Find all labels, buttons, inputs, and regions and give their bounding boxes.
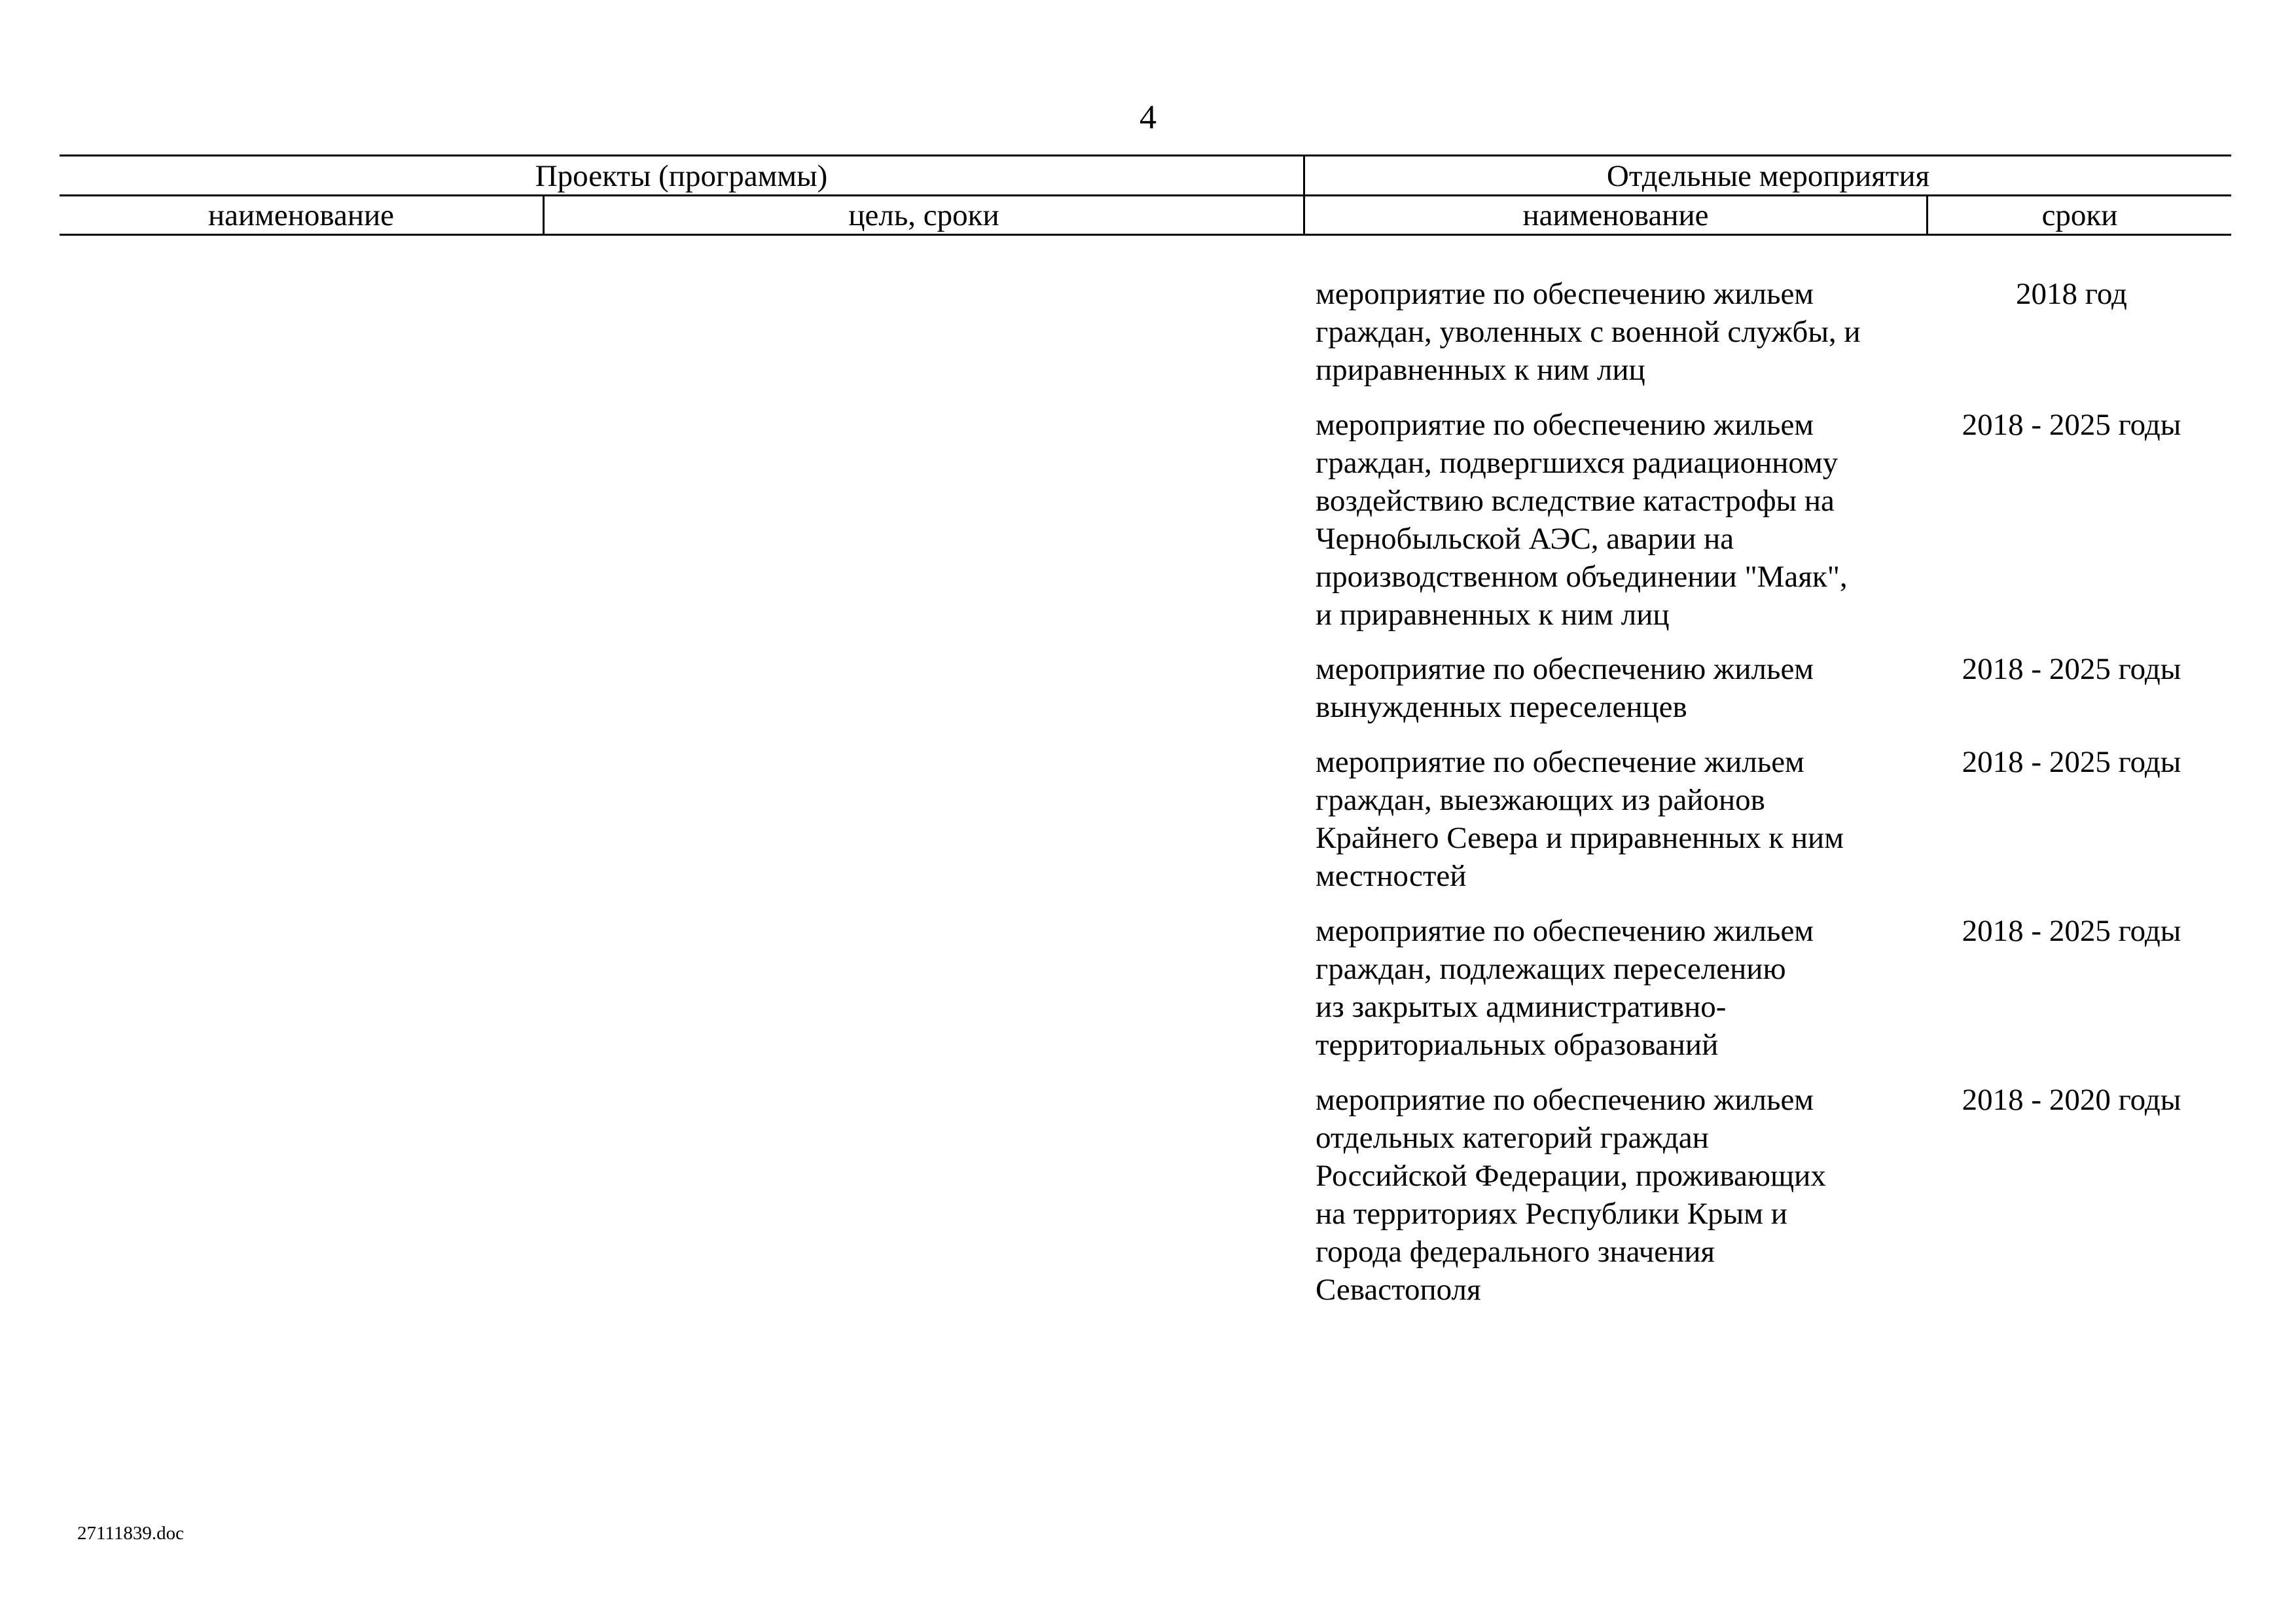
activity-terms: 2018 - 2025 годы [1962, 408, 2181, 442]
activity-name: мероприятие по обеспечению жильем вынужденных переселенцев [1316, 652, 1814, 724]
table-row [1316, 1081, 2232, 1309]
table-row [1316, 743, 2232, 895]
table-row [1316, 406, 2232, 634]
activity-name: мероприятие по обеспечение жильем граждан, выезжающих из районов Крайнего Севера и приравненных к ним местностей [1316, 745, 1844, 893]
header-goal-terms: цель, сроки [848, 198, 999, 232]
header-project-name: наименование [207, 198, 395, 232]
activity-name: мероприятие по обеспечению жильем отдельных категорий граждан Российской Федерации, проживающих на территориях Республики Крым и города федерального значения Севастополя [1316, 1083, 1826, 1307]
activity-name: мероприятие по обеспечению жильем граждан, уволенных с военной службы, и приравненных к ним лиц [1316, 277, 1861, 387]
activity-terms: 2018 - 2020 годы [1962, 1083, 2181, 1117]
header-activities-group: Отдельные мероприятия [1606, 159, 1930, 193]
table-row [1316, 650, 2232, 726]
header-projects-group: Проекты (программы) [535, 159, 828, 193]
table-row [1316, 275, 2232, 389]
activity-name: мероприятие по обеспечению жильем граждан, подлежащих переселению из закрытых административно- территориальных образований [1316, 914, 1814, 1062]
activity-terms: 2018 - 2025 годы [1962, 914, 2181, 948]
activity-terms: 2018 год [2016, 277, 2127, 311]
header-activity-terms: сроки [2041, 198, 2118, 232]
activity-terms: 2018 - 2025 годы [1962, 652, 2181, 686]
document-code: 27111839.doc [77, 1523, 184, 1544]
header-middle-rule [60, 194, 2231, 196]
page-number: 4 [1139, 99, 1157, 136]
table-row [1316, 912, 2232, 1064]
activity-terms: 2018 - 2025 годы [1962, 745, 2181, 779]
activity-name: мероприятие по обеспечению жильем граждан, подвергшихся радиационному воздействию вследствие катастрофы на Чернобыльской АЭС, аварии на производственном объединении "Маяк", и приравненных к ним лиц [1316, 408, 1848, 632]
header-bottom-rule [60, 234, 2231, 236]
header-activity-name: наименование [1522, 198, 1709, 232]
table-top-rule [60, 155, 2231, 156]
